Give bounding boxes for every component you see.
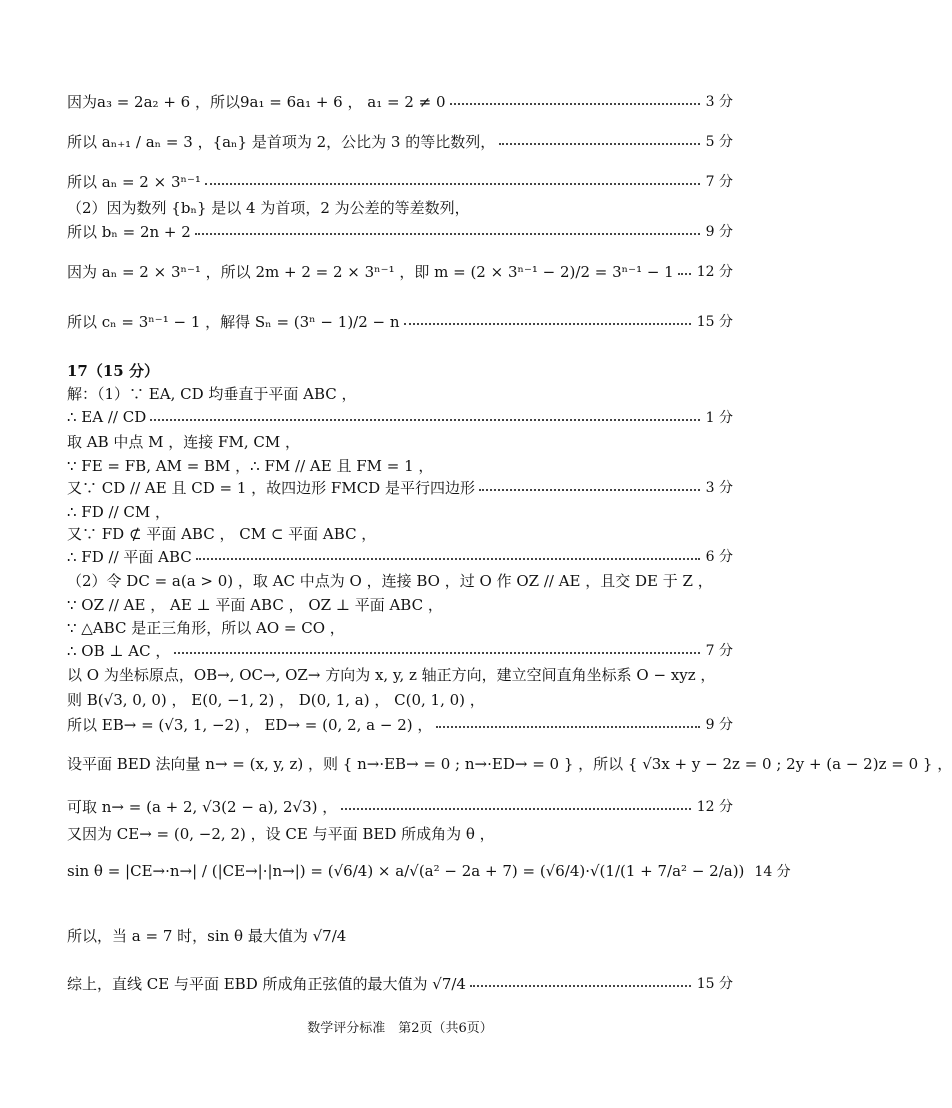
dot-leader [196,558,700,560]
dot-leader [404,323,691,325]
line-text: 又因为 CE→ = (0, −2, 2) ，设 CE 与平面 BED 所成角为 θ ， [67,824,495,843]
score-label: 7 分 [705,174,733,190]
line-text: 因为a₃ = 2a₂ + 6 ，所以9a₁ = 6a₁ + 6 ， a₁ = 2 ≠ 0 [67,92,446,111]
line-text: 设平面 BED 法向量 n→ = (x, y, z) ，则 { n→·EB→ = 0 ; n→·ED→ = 0 } ，所以 { √3x + y − 2z = 0 ; 2y + (a − 2)z = 0 } ， [67,754,952,773]
line-text: 综上，直线 CE 与平面 EBD 所成角正弦值的最大值为 √7/4 [67,974,466,993]
score-label: 15 分 [696,314,733,330]
score-label: 9 分 [705,224,733,240]
line-text: ∴ EA // CD [67,408,147,426]
line-text: 所以 EB→ = (√3, 1, −2) ， ED→ = (0, 2, a − 2) ， [67,715,433,734]
solution-line [67,856,791,886]
dot-leader [470,985,691,987]
solution-line [67,256,733,286]
page-footer: 数学评分标准 第2页（共6页） [307,1021,493,1036]
line-text: （2）因为数列 {bₙ} 是以 4 为首项，2 为公差的等差数列， [67,198,470,217]
line-text: 因为 aₙ = 2 × 3ⁿ⁻¹ ，所以 2m + 2 = 2 × 3ⁿ⁻¹ ，即 m = (2 × 3ⁿ⁻¹ − 2)/2 = 3ⁿ⁻¹ − 1 [67,262,674,281]
line-text: 所以 aₙ₊₁ / aₙ = 3 ，{aₙ} 是首项为 2，公比为 3 的等比数列， [67,132,496,151]
dot-leader [678,273,691,275]
line-text: 所以 bₙ = 2n + 2 [67,222,191,241]
score-label: 3 分 [705,480,733,496]
solution-line [67,126,733,156]
score-label: 9 分 [705,717,733,733]
solution-line [67,709,733,739]
score-label: 5 分 [705,134,733,150]
score-label: 7 分 [705,643,733,659]
score-label: 6 分 [705,549,733,565]
dot-leader [479,489,700,491]
line-text: ∴ FD // 平面 ABC [67,547,192,566]
dot-leader [205,183,700,185]
solution-line [67,968,733,998]
line-text: 以 O 为坐标原点，OB→, OC→, OZ→ 方向为 x, y, z 轴正方向，建立空间直角坐标系 O − xyz ， [67,665,716,684]
score-label: 1 分 [705,410,733,426]
line-text: ∵ △ABC 是正三角形，所以 AO = CO ， [67,618,345,637]
dot-leader [341,808,690,810]
dot-leader [195,233,700,235]
line-text: 又∵ CD // AE 且 CD = 1 ，故四边形 FMCD 是平行四边形 [67,478,475,497]
line-text: sin θ = |CE→·n→| / (|CE→|·|n→|) = (√6/4) × a/√(a² − 2a + 7) = (√6/4)·√(1/(1 + 7/a² − 2/a)) [67,862,745,880]
line-text: 可取 n→ = (a + 2, √3(2 − a), 2√3) ， [67,797,338,816]
score-label: 12 分 [696,264,733,280]
line-text: 则 B(√3, 0, 0) ， E(0, −1, 2) ， D(0, 1, a) ， C(0, 1, 0) ， [67,690,485,709]
score-label: 12 分 [696,799,733,815]
line-text: 取 AB 中点 M ，连接 FM, CM ， [67,432,300,451]
solution-line [67,306,733,336]
solution-line [67,791,733,821]
line-text: ∵ FE = FB, AM = BM ，∴ FM // AE 且 FM = 1 ， [67,456,434,475]
solution-line [67,818,733,848]
line-text: ∵ OZ // AE ， AE ⊥ 平面 ABC ， OZ ⊥ 平面 ABC ， [67,595,443,614]
line-text: 所以 cₙ = 3ⁿ⁻¹ − 1 ，解得 Sₙ = (3ⁿ − 1)/2 − n [67,312,400,331]
score-label: 14 分 [754,864,791,880]
score-label: 15 分 [696,976,733,992]
score-label: 3 分 [705,94,733,110]
solution-line [67,920,733,950]
dot-leader [436,726,699,728]
dot-leader [150,419,699,421]
question-heading: 17（15 分） [67,362,159,380]
solution-line [67,86,733,116]
line-text: 所以 aₙ = 2 × 3ⁿ⁻¹ [67,172,201,191]
dot-leader [450,103,700,105]
dot-leader [174,652,699,654]
dot-leader [499,143,699,145]
solution-line [67,216,733,246]
line-text: （2）令 DC = a(a > 0) ，取 AC 中点为 O ，连接 BO ，过 O 作 OZ // AE ，且交 DE 于 Z ， [67,571,713,590]
line-text: ∴ FD // CM ， [67,502,170,521]
solution-line [67,748,952,778]
line-text: ∴ OB ⊥ AC ， [67,641,171,660]
line-text: 所以，当 a = 7 时，sin θ 最大值为 √7/4 [67,926,347,945]
line-text: 又∵ FD ⊄ 平面 ABC ， CM ⊂ 平面 ABC ， [67,524,377,543]
line-text: 解：（1）∵ EA, CD 均垂直于平面 ABC ， [67,384,357,403]
